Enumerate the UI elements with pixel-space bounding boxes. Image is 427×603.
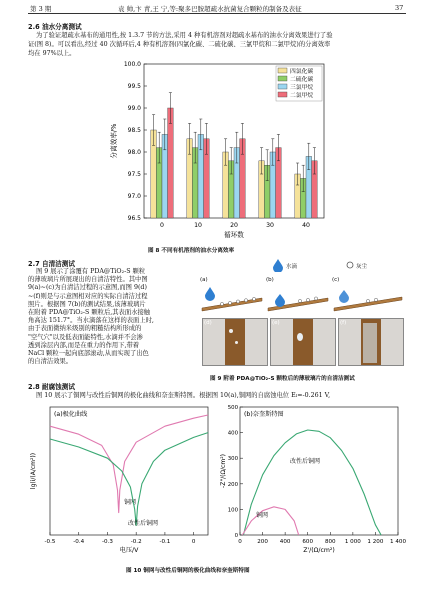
chart-title: (a)极化曲线 [54,411,88,418]
legend-water-label: 水滴 [286,264,298,270]
series-label: 改性后铜网 [128,520,159,527]
x-tick-label: 20 [230,222,238,229]
section-2-7-line: 的自清洁效果。 [28,358,73,366]
x-axis-title: 循环数 [224,231,244,239]
x-tick-label: 800 [324,539,336,545]
panel-f-label: (f) [340,320,347,326]
section-2-7-line: 透到涂层内部,而是在重力的作用下,带着 [28,341,140,349]
figure-8-caption: 图 8 不同有机溶剂的油水分离效率 [148,248,235,254]
x-tick-label: 10 [194,222,202,229]
y-tick-label: 200 [227,481,238,488]
section-2-7-line: 照片。根据图 7(b)的测试结果,该薄玻璃片 [28,300,146,308]
schematic-c [334,290,402,311]
series-label: 改性后铜网 [290,458,321,465]
panel-a-label: (a) [200,277,208,283]
section-2-7-line: "空气穴"以及低表面能特性,水滴并不会渗 [28,333,143,341]
x-tick-label: -0.2 [130,539,142,545]
legend-label: 四氯化碳 [290,69,314,75]
y-tick-label: 96.5 [127,215,141,222]
water-drop-icon [272,258,284,272]
header-rule [28,13,406,14]
panel-c-label: (c) [332,277,340,283]
x-axis-title: Z'/(Ω/cm²) [303,547,335,554]
y-axis-title: 分离效率/% [110,123,118,159]
panel-f-photo [338,318,404,366]
section-2-7-paragraph [28,268,196,366]
y-tick-label: 98.0 [127,149,141,156]
series-line [242,507,298,535]
x-tick-label: -0.1 [159,539,171,545]
section-2-7-line: 的薄玻璃片所展现出的自清洁特性。其中图 [28,276,148,284]
x-tick-label: 1 400 [389,539,406,545]
section-2-8-line-1: 图 10 展示了铜网与改性后铜网的极化曲线和奈奎斯特图。根据图 10(a),铜网的自腐蚀电位 Eₗ=-0.261 V, [36,392,331,399]
x-axis-title: 电压/V [119,547,139,554]
series-line [243,430,381,535]
y-tick-label: 300 [227,456,238,463]
y-tick-label: 100.0 [123,61,141,68]
y-tick-label: 99.0 [127,105,141,112]
figure-10-caption: 图 10 铜网与改性后铜网的极化曲线和奈奎斯特图 [126,568,250,574]
section-2-6-title: 2.6 油水分离测试 [28,23,82,31]
y-tick-label: 97.0 [127,193,141,200]
running-title: 袁 帅,卞 青,王 宁,等:聚多巴胺超疏水抗菌复合颗粒的制备及表征 [118,5,302,13]
section-2-7-line: 9(a)~(c)为自清洁过程的示意图,而图 9(d) [28,284,147,292]
legend-swatch [278,68,287,73]
series-line [50,415,208,513]
legend-swatch [278,76,287,81]
chart-title: (b)奈奎斯特图 [244,411,284,418]
section-2-7-line: 角高达 151.7°。当水滴落在这样的表面上时, [28,317,154,325]
section-2-6-line-1: 为了验证超疏水基布的通用性,按 1.3.7 节的方法,采用 4 种有机溶剂对超疏水基布的油水分离效果进行了验 [36,32,333,39]
section-2-7-line: 图 9 展示了涂覆有 PDA@TiO₂-S 颗粒 [36,268,146,275]
plot-frame [50,407,208,535]
self-cleaning-schematic [200,284,405,312]
panel-e-photo [270,318,336,366]
series-label: 铜网 [256,512,269,519]
issue-number: 第 3 期 [30,5,52,13]
x-tick-label: 200 [257,539,268,545]
y-tick-label: 98.5 [127,127,141,134]
x-tick-label: 30 [266,222,274,229]
y-tick-label: 500 [227,405,238,411]
figure-10b-nyquist-chart [218,403,406,561]
y-axis-title: lg(i/(A/cm²)) [30,452,37,490]
section-2-8-title: 2.8 耐腐蚀测试 [28,383,75,391]
schematic-a [202,287,262,311]
section-2-7-title: 2.7 自清洁测试 [28,260,75,268]
legend-swatch [278,92,287,97]
schematic-b [268,294,328,311]
legend-dust-label: 灰尘 [356,264,368,270]
y-tick-label: 97.5 [127,171,141,178]
legend-label: 三氯甲烷 [290,85,314,91]
figure-9-caption: 图 9 附着 PDA@TiO₂-S 颗粒后的薄玻璃片的自清洁测试 [210,376,355,382]
x-tick-label: 40 [302,222,310,229]
x-tick-label: -0.4 [73,539,85,545]
section-2-7-line: ~(f)则是与示意图相对应的实际自清洁过程 [28,292,148,300]
bar [168,108,174,218]
section-2-7-line: 由于表面微纳米级别的粗糙结构所形成的 [28,325,142,333]
y-axis-title: -Z"/(Ω/cm²) [220,454,227,488]
section-2-6-line-2: 证(图 8)。可以看出,经过 40 次循环后,4 种有机溶剂(四氯化碳、二硫化碳、三氯甲烷和二氯甲烷)的分离效率 [28,41,331,48]
page-number: 37 [395,4,404,12]
figure-8-chart [100,58,330,244]
section-2-7-line: 在附着 PDA@TiO₂-S 颗粒后,其表面水接触 [28,309,151,317]
dust-icon [346,261,354,269]
panel-e-label: (e) [272,320,280,326]
x-tick-label: -0.3 [101,539,113,545]
x-tick-label: 0 [191,539,196,545]
legend-swatch [278,84,287,89]
figure-10a-polarization-chart [28,403,216,561]
panel-d-photo [202,318,268,366]
legend-label: 二氯甲烷 [290,93,314,99]
figure-9 [200,258,405,368]
section-2-6-line-3: 均在 97%以上。 [28,50,76,57]
x-tick-label: 0 [160,222,164,229]
x-tick-label: -0.5 [44,539,56,545]
x-tick-label: 1 200 [367,539,384,545]
legend-label: 二硫化碳 [290,77,314,83]
x-tick-label: 1 000 [344,539,361,545]
series-line [50,433,208,526]
x-tick-label: 0 [238,539,242,545]
section-2-7-line: NaCl 颗粒一起向底部滚动,从而实现了出色 [28,350,149,358]
series-label: 铜网 [124,499,137,506]
panel-d-label: (d) [204,320,212,326]
panel-b-label: (b) [266,277,274,283]
y-tick-label: 100 [227,507,238,514]
x-tick-label: 400 [279,539,291,545]
y-tick-label: 99.5 [127,83,141,90]
y-tick-label: 400 [227,430,238,437]
x-tick-label: 600 [302,539,314,545]
y-tick-label: 0 [234,533,238,539]
